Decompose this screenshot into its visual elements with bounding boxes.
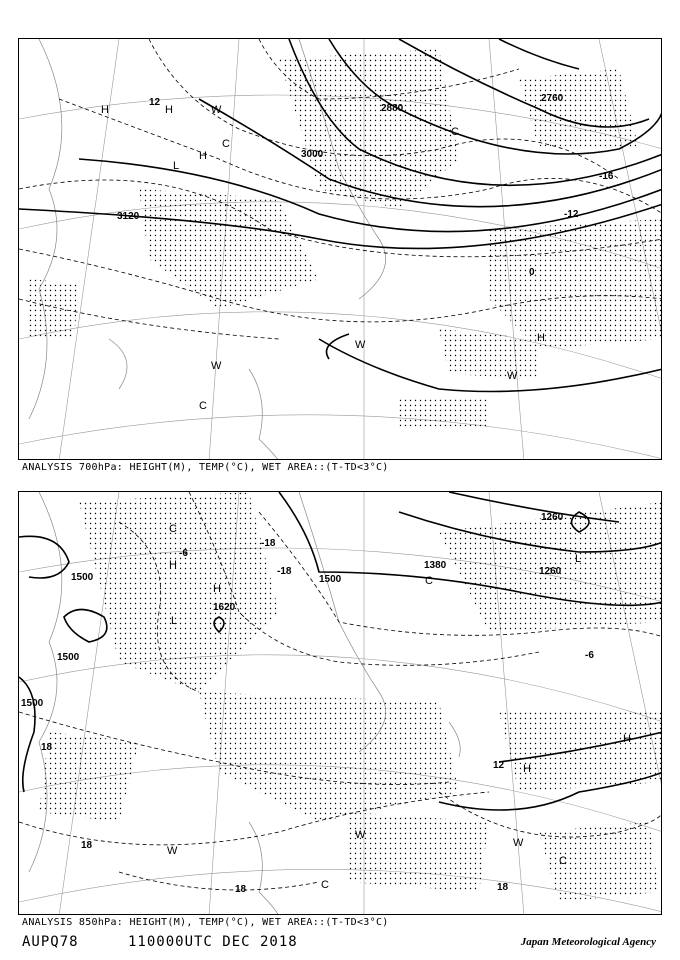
wet-areas <box>29 49 662 429</box>
caption-700hpa: ANALYSIS 700hPa: HEIGHT(M), TEMP(°C), WET AREA::(T-TD<3°C) <box>22 462 389 473</box>
temp-label: -6 <box>585 650 594 661</box>
pressure-center-symbol: L <box>575 553 582 565</box>
temp-label: -12 <box>564 209 579 220</box>
temp-label: -16 <box>599 171 614 182</box>
valid-time: 110000UTC DEC 2018 <box>128 934 298 950</box>
height-label: 1500 <box>57 652 80 663</box>
height-label: 2880 <box>381 103 404 114</box>
pressure-center-symbol: H <box>537 332 545 344</box>
caption-850hpa: ANALYSIS 850hPa: HEIGHT(M), TEMP(°C), WET AREA::(T-TD<3°C) <box>22 917 389 928</box>
chart-850hpa <box>18 491 662 915</box>
temp-label: 18 <box>235 884 247 895</box>
pressure-center-symbol: C <box>425 575 433 587</box>
temp-label: 0 <box>529 267 535 278</box>
pressure-center-symbol: L <box>173 160 180 172</box>
chart-700hpa <box>18 38 662 460</box>
pressure-center-symbol: W <box>211 104 222 116</box>
pressure-center-symbol: C <box>169 523 177 535</box>
temp-label: -6 <box>179 548 188 559</box>
pressure-center-symbol: C <box>451 126 459 138</box>
pressure-center-symbol: H <box>213 583 221 595</box>
height-label: 3120 <box>117 211 140 222</box>
pressure-center-symbol: W <box>507 370 518 382</box>
height-label: 1500 <box>71 572 94 583</box>
temp-label: 12 <box>149 97 161 108</box>
height-label: 1380 <box>424 560 447 571</box>
height-label: 1620 <box>213 602 236 613</box>
temp-label: -18 <box>261 538 276 549</box>
bulletin-code: AUPQ78 <box>22 934 79 950</box>
pressure-center-symbol: C <box>321 879 329 891</box>
agency-name: Japan Meteorological Agency <box>520 936 656 948</box>
pressure-center-symbol: W <box>167 845 178 857</box>
pressure-center-symbol: W <box>355 339 366 351</box>
map-850hpa <box>19 492 662 915</box>
pressure-center-symbol: W <box>211 360 222 372</box>
pressure-center-symbol: H <box>101 104 109 116</box>
temp-label: 12 <box>493 760 505 771</box>
map-700hpa <box>19 39 662 460</box>
pressure-center-symbol: C <box>559 855 567 867</box>
height-label: 2760 <box>541 93 564 104</box>
wet-areas <box>39 492 662 902</box>
pressure-center-symbol: H <box>169 559 177 571</box>
pressure-center-symbol: H <box>165 104 173 116</box>
height-label: 1260 <box>539 566 562 577</box>
temp-label: 18 <box>81 840 93 851</box>
pressure-center-symbol: W <box>355 829 366 841</box>
pressure-center-symbol: C <box>199 400 207 412</box>
pressure-center-symbol: H <box>199 150 207 162</box>
pressure-center-symbol: C <box>222 138 230 150</box>
temp-label: 18 <box>497 882 509 893</box>
pressure-center-symbol: W <box>513 837 524 849</box>
temp-label: -18 <box>277 566 292 577</box>
height-label: 1500 <box>319 574 342 585</box>
temp-label: 18 <box>41 742 53 753</box>
pressure-center-symbol: H <box>523 763 531 775</box>
height-label: 1500 <box>21 698 44 709</box>
height-label: 3000 <box>301 149 324 160</box>
pressure-center-symbol: H <box>623 733 631 745</box>
pressure-center-symbol: L <box>171 615 178 627</box>
height-label: 1260 <box>541 512 564 523</box>
